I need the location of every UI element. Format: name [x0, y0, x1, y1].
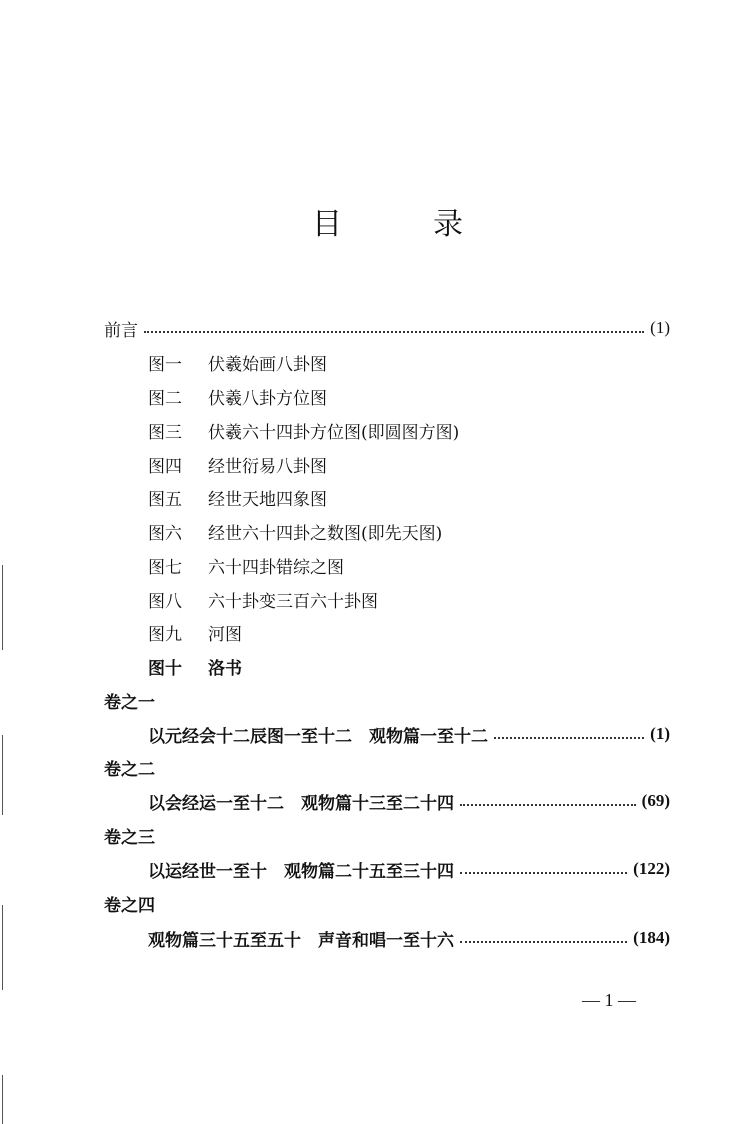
volume-heading: 卷之四	[104, 895, 155, 916]
figure-label: 图一	[148, 354, 182, 375]
figure-label: 图八	[148, 591, 182, 612]
figure-title: 伏羲八卦方位图	[208, 388, 327, 409]
scan-edge-mark	[2, 565, 3, 650]
toc-page-number: (122)	[633, 859, 670, 878]
dot-leader	[460, 804, 636, 806]
figure-title: 六十四卦错综之图	[208, 557, 344, 578]
figure-title: 洛书	[208, 658, 242, 679]
figure-title: 经世天地四象图	[208, 489, 327, 510]
toc-figure-item	[148, 347, 670, 377]
toc-figure-item	[148, 381, 670, 411]
figure-label: 图九	[148, 624, 182, 645]
toc-page-number: (69)	[641, 791, 670, 810]
figure-title: 六十卦变三百六十卦图	[208, 591, 378, 612]
figure-title: 河图	[208, 624, 242, 645]
scan-edge-mark	[2, 905, 3, 990]
page-number: — 1 —	[582, 990, 636, 1010]
toc-entry-preface	[104, 313, 670, 343]
scan-edge-mark	[2, 735, 3, 815]
volume-heading: 卷之三	[104, 827, 155, 848]
toc-entry-text: 以运经世一至十 观物篇二十五至三十四	[148, 861, 454, 882]
toc-entry-text: 以会经运一至十二 观物篇十三至二十四	[148, 793, 454, 814]
toc-volume-entry	[148, 786, 670, 816]
toc-volume-entry	[148, 854, 670, 884]
figure-label: 图七	[148, 557, 182, 578]
figure-label: 图四	[148, 456, 182, 477]
toc-entry-text: 前言	[104, 320, 138, 341]
dot-leader	[460, 872, 627, 874]
volume-heading: 卷之二	[104, 759, 155, 780]
toc-figure-item	[148, 584, 670, 614]
toc-figure-item	[148, 449, 670, 479]
toc-figure-item	[148, 482, 670, 512]
dot-leader	[460, 941, 627, 943]
toc-entry-text: 以元经会十二辰图一至十二 观物篇一至十二	[148, 726, 488, 747]
toc-page-number: (184)	[633, 928, 670, 947]
toc-figure-item	[148, 516, 670, 546]
figure-title: 伏羲始画八卦图	[208, 354, 327, 375]
figure-label: 图五	[148, 489, 182, 510]
figure-label: 图二	[148, 388, 182, 409]
toc-figure-item	[148, 415, 670, 445]
figure-title: 经世六十四卦之数图(即先天图)	[208, 523, 443, 544]
page-title-char-2: 录	[433, 207, 463, 242]
toc-figure-item	[148, 617, 670, 647]
toc-page-number: (1)	[650, 724, 670, 743]
page-title-char-1: 目	[312, 207, 342, 242]
dot-leader	[144, 331, 644, 333]
scan-edge-mark	[2, 1075, 3, 1124]
volume-heading: 卷之一	[104, 692, 155, 713]
toc-figure-item	[148, 651, 670, 681]
toc-page-number: (1)	[650, 318, 670, 337]
figure-label: 图十	[148, 658, 182, 679]
figure-label: 图三	[148, 422, 182, 443]
figure-title: 伏羲六十四卦方位图(即圆图方图)	[208, 422, 460, 443]
toc-volume-entry	[148, 923, 670, 953]
dot-leader	[494, 737, 644, 739]
toc-entry-text: 观物篇三十五至五十 声音和唱一至十六	[148, 930, 454, 951]
figure-title: 经世衍易八卦图	[208, 456, 327, 477]
toc-volume-entry	[148, 719, 670, 749]
figure-label: 图六	[148, 523, 182, 544]
toc-figure-item	[148, 550, 670, 580]
